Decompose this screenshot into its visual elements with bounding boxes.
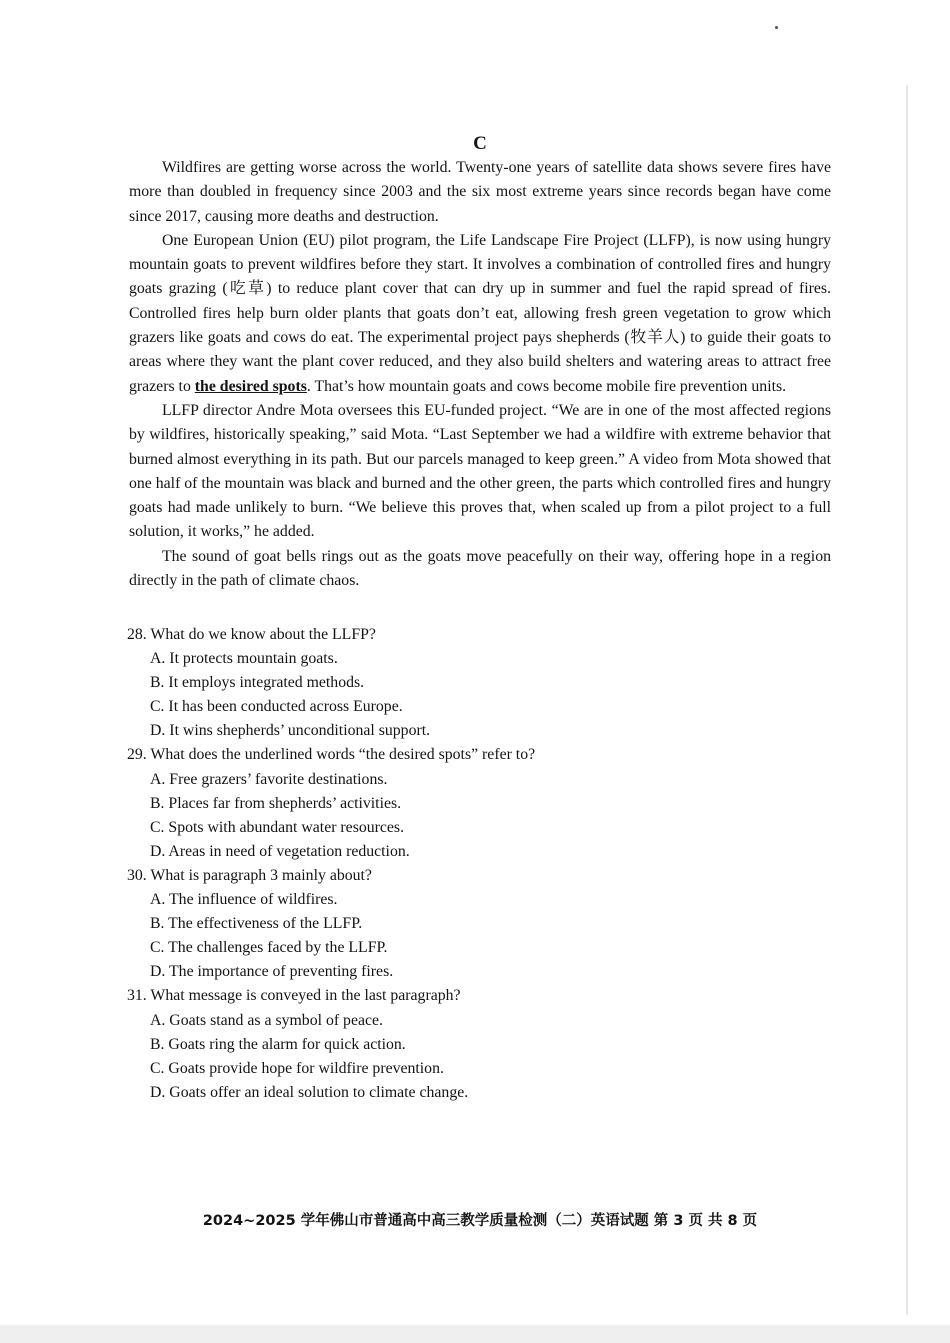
option-a: A. Goats stand as a symbol of peace. [150,1011,383,1029]
page-edge-shadow [906,85,908,1315]
scan-bottom-edge [0,1325,950,1343]
scan-speck [775,26,778,29]
option-d: D. It wins shepherds’ unconditional support. [150,722,431,740]
underlined-phrase: the desired spots [194,377,307,395]
question-31 [127,984,827,1104]
option-d: D. The importance of preventing fires. [150,963,394,981]
paragraph-4: The sound of goat bells rings out as the goats move peacefully on their way, offering hope in a region directly in the path of climate chaos. [129,547,831,590]
option-b: B. Goats ring the alarm for quick action. [150,1035,406,1053]
question-29 [127,743,827,863]
paragraph-2 [129,229,831,399]
paragraph-1: Wildfires are getting worse across the world. Twenty-one years of satellite data shows severe fires have more than doubled in frequency since 2003 and the six most extreme years since records began have come since 2017, causing more deaths and destruction. [129,159,831,225]
question-stem: 30. What is paragraph 3 mainly about? [127,866,372,884]
question-stem: 31. What message is conveyed in the last paragraph? [127,987,461,1005]
paragraph-3: LLFP director Andre Mota oversees this EU-funded project. “We are in one of the most affected regions by wildfires, historically speaking,” said Mota. “Last September we had a wildfire with extreme behavior that burned almost everything in its path. But our parcels managed to keep green.” A video from Mota showed that one half of the mountain was black and burned and the other green, the parts which controlled fires and hungry goats had made unlikely to burn. “We believe this proves that, when scaled up from a pilot project to a full solution, it works,” he added. [129,401,831,541]
option-c: C. The challenges faced by the LLFP. [150,939,388,957]
question-stem: 29. What does the underlined words “the desired spots” refer to? [127,746,536,764]
option-a: A. The influence of wildfires. [150,891,338,909]
question-28 [127,623,827,743]
question-30 [127,864,827,984]
option-c: C. Spots with abundant water resources. [150,818,405,836]
option-a: A. It protects mountain goats. [150,650,338,668]
option-b: B. Places far from shepherds’ activities. [150,794,402,812]
option-c: C. It has been conducted across Europe. [150,698,403,716]
option-c: C. Goats provide hope for wildfire prevention. [150,1059,444,1077]
reading-passage [129,156,831,593]
question-stem: 28. What do we know about the LLFP? [127,626,376,643]
option-b: B. It employs integrated methods. [150,674,365,692]
paragraph-2-text-after: . That’s how mountain goats and cows become mobile fire prevention units. [306,377,787,395]
section-heading: C [473,133,487,154]
paragraph-2-text-before: One European Union (EU) pilot program, the Life Landscape Fire Project (LLFP), is now using hungry mountain goats to prevent wildfires before they start. It involves a combination of controlled fires and hungry goats grazing (吃草) to reduce plant cover that can dry up in summer and fuel the rapid spread of fires. Controlled fires help burn older plants that goats don’t eat, allowing fresh green vegetation to grow which grazers like goats and cows do eat. The experimental project pays shepherds (牧羊人) to guide their goats to areas where they want the plant cover reduced, and they also build shelters and watering areas to attract free grazers to [129,231,831,395]
option-d: D. Goats offer an ideal solution to climate change. [150,1083,469,1101]
option-a: A. Free grazers’ favorite destinations. [150,770,388,788]
page-footer: 2024~2025 学年佛山市普通高中高三教学质量检测（二）英语试题 第 3 页 共 8 页 [202,1213,758,1229]
option-b: B. The effectiveness of the LLFP. [150,915,363,933]
option-d: D. Areas in need of vegetation reduction. [150,842,410,860]
question-list [127,623,827,1105]
